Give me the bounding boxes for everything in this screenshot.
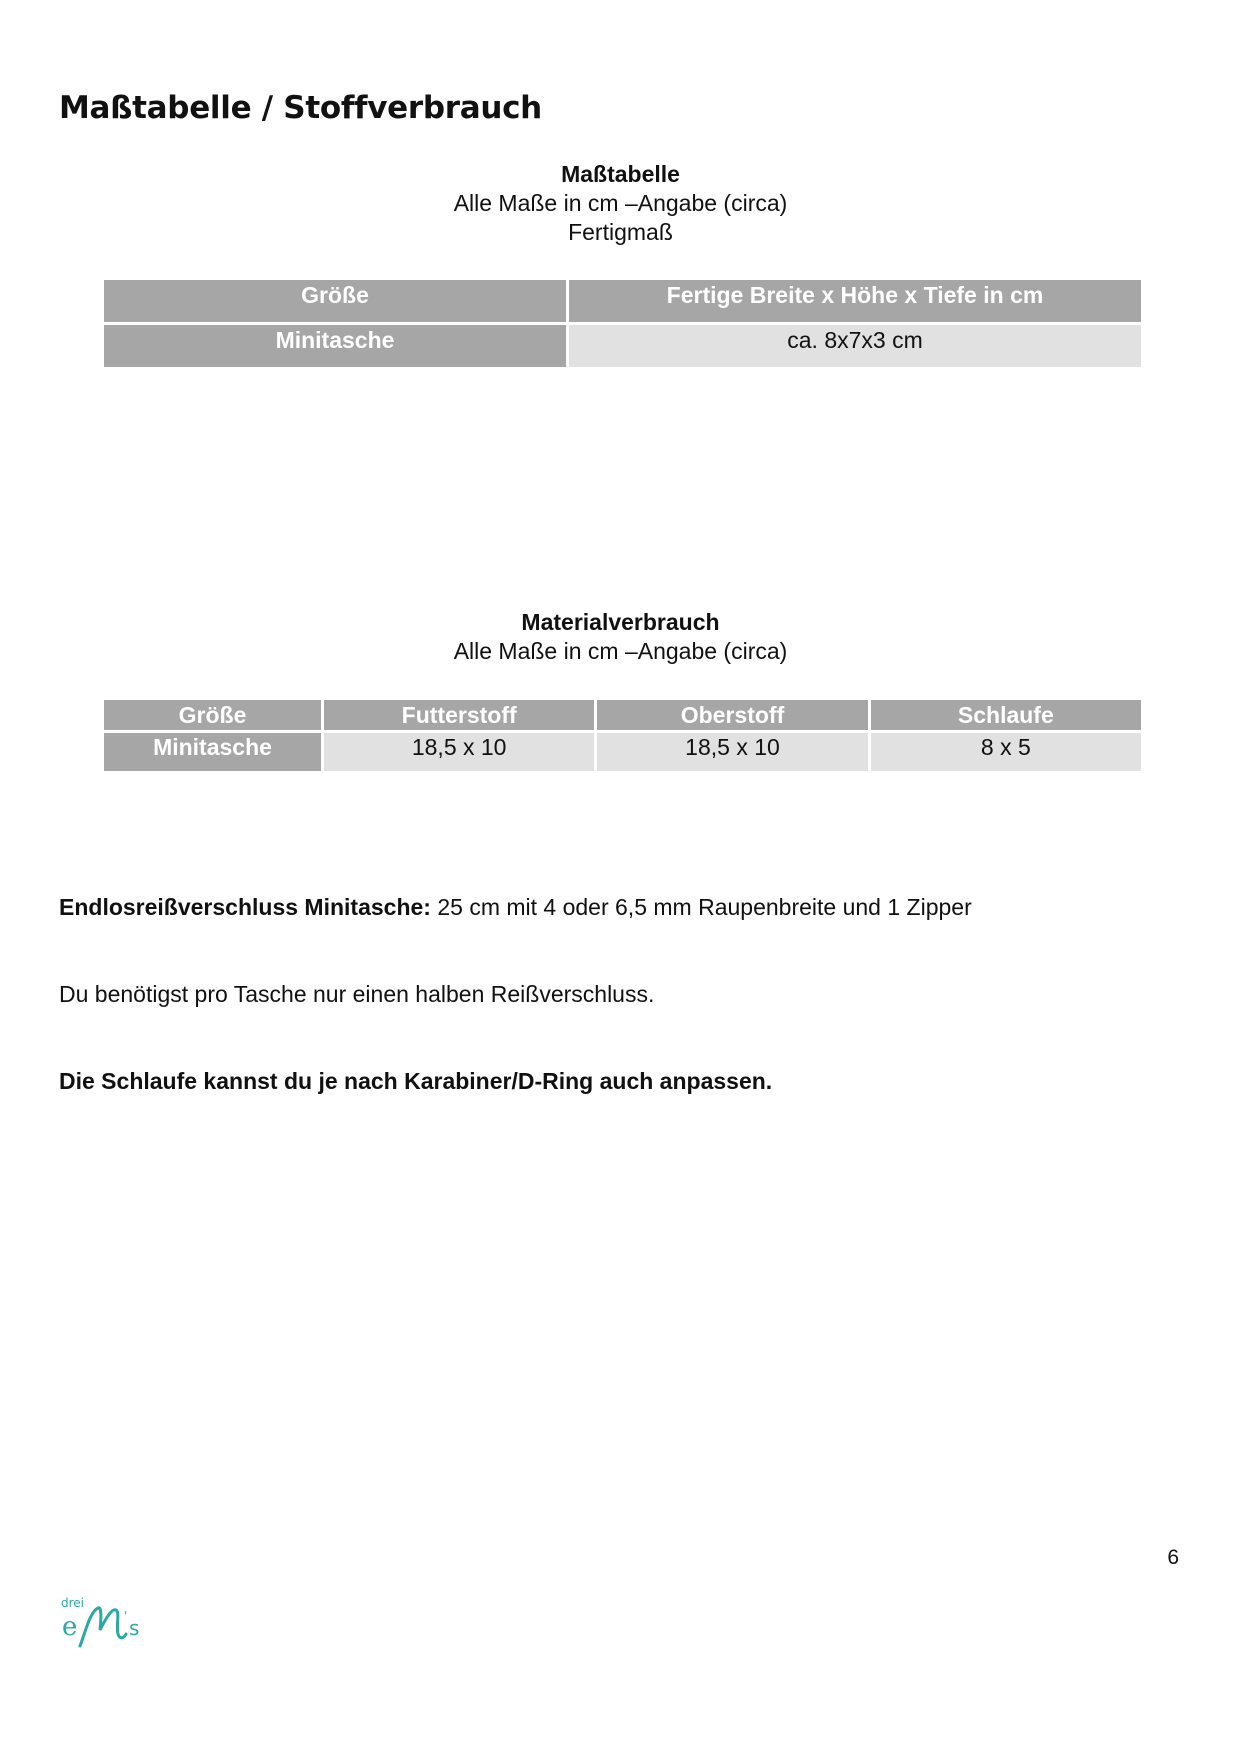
material-table <box>101 697 1144 774</box>
svg-text:': ' <box>124 1609 128 1623</box>
table-row <box>104 325 1141 367</box>
svg-text:s: s <box>129 1616 140 1640</box>
size-table-caption <box>0 160 1241 247</box>
material-table-title: Materialverbrauch <box>521 609 720 635</box>
svg-text:drei: drei <box>61 1596 85 1610</box>
table-cell: 18,5 x 10 <box>597 733 867 771</box>
loop-note: Die Schlaufe kannst du je nach Karabiner/D-Ring auch anpassen. <box>59 1068 773 1094</box>
svg-text:e: e <box>62 1612 78 1642</box>
material-table-note: Alle Maße in cm –Angabe (circa) <box>453 638 788 664</box>
table-header-row <box>104 280 1141 322</box>
table-header-row <box>104 700 1141 730</box>
zipper-text: 25 cm mit 4 oder 6,5 mm Raupenbreite und 1 Zipper <box>430 894 972 920</box>
half-zipper-note: Du benötigst pro Tasche nur einen halben Reißverschluss. <box>59 981 655 1007</box>
table-cell: 8 x 5 <box>871 733 1141 771</box>
table-row <box>104 733 1141 771</box>
size-table <box>101 277 1144 370</box>
page-title: Maßtabelle / Stoffverbrauch <box>59 90 542 126</box>
zipper-label: Endlosreißverschluss Minitasche: <box>59 894 431 920</box>
dreiems-logo-icon <box>58 1590 150 1650</box>
row-header: Minitasche <box>104 325 566 367</box>
zipper-paragraph <box>59 894 972 921</box>
size-table-title: Maßtabelle <box>561 161 680 187</box>
size-table-note: Alle Maße in cm –Angabe (circa) <box>453 190 788 216</box>
material-table-caption <box>0 608 1241 666</box>
column-header: Schlaufe <box>871 700 1141 730</box>
column-header: Futterstoff <box>324 700 594 730</box>
table-cell: ca. 8x7x3 cm <box>569 325 1141 367</box>
column-header: Oberstoff <box>597 700 867 730</box>
size-table-subnote: Fertigmaß <box>568 219 673 245</box>
row-header: Minitasche <box>104 733 321 771</box>
table-cell: 18,5 x 10 <box>324 733 594 771</box>
page-number: 6 <box>1167 1546 1179 1569</box>
column-header: Fertige Breite x Höhe x Tiefe in cm <box>569 280 1141 322</box>
column-header: Größe <box>104 700 321 730</box>
column-header: Größe <box>104 280 566 322</box>
